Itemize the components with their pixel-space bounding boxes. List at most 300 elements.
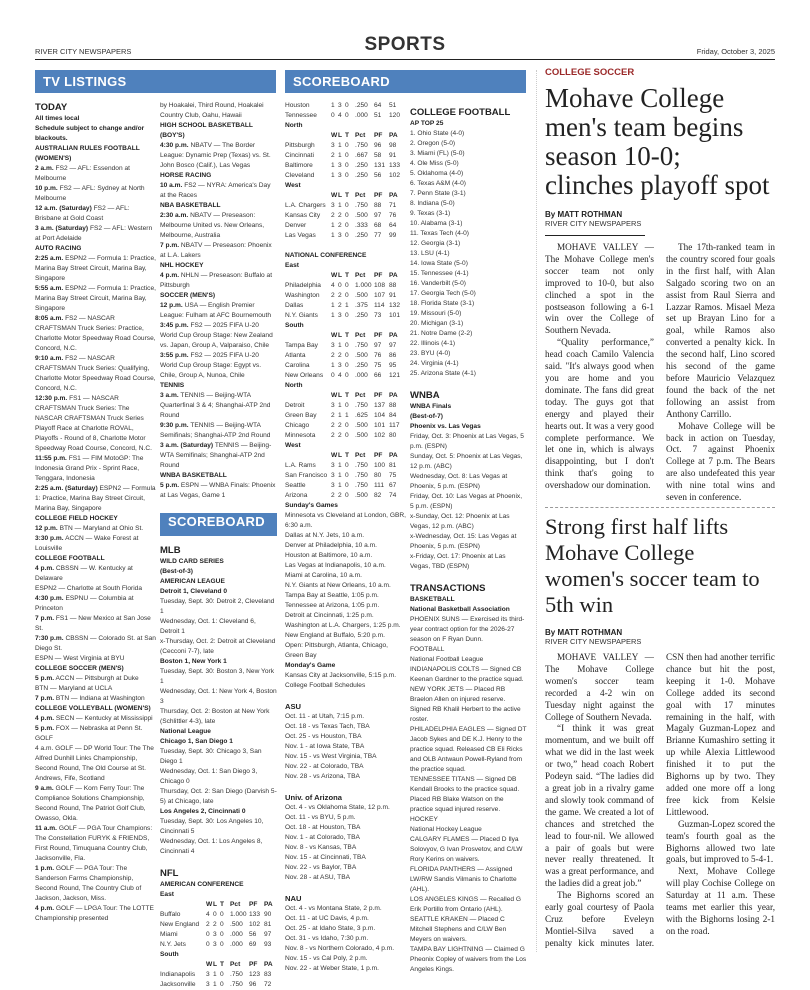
stat-value: 1 [338,202,342,209]
subheading: (Best-of-3) [160,568,193,575]
stat-value: 2 [338,422,342,429]
listing-line: 4 a.m. GOLF — DP World Tour: The The Alfred Dunhill Links Championship, Second Round, The Old Course at St. Andrews, Fife, Scotland [35,745,154,782]
broadcast-time: 10 p.m. [35,185,58,192]
broadcast-time: 2:25 a.m. (Saturday) [35,485,98,492]
listing-line: PHOENIX SUNS — Exercised its third-year contract option for the 2026-27 season on F Ryan Dunn. [410,616,525,643]
column-header: W [331,272,338,279]
team-name: Minnesota [285,432,316,439]
stat-value: 0 [220,981,224,988]
tv-listing-entry [160,141,277,171]
stat-value: 2 [331,152,335,159]
stat-value: 64 [374,102,382,109]
broadcast-time: 9:30 p.m. [160,422,189,429]
broadcast-details: FS2 — AFL: Brisbane at Gold Coast [35,205,130,222]
stat-value: 0 [345,472,349,479]
column-header: Pct [355,452,366,459]
scoreboard-column-1 [285,101,406,974]
stat-value: 0 [331,112,335,119]
listing-line: Tuesday, Sept. 30: Los Angeles 10, Cincinnati 5 [160,818,264,835]
stat-value: 66 [374,372,382,379]
standings-header [285,391,406,401]
tv-listing-entry [35,534,156,554]
standings-row [285,431,406,441]
stat-value: 2 [331,492,335,499]
listing-line: 23. BYU (4-0) [410,350,451,357]
listing-line: Oct. 11 - at UC Davis, 4 p.m. [285,915,369,922]
tv-listing-entry [35,904,156,924]
stat-value: 2 [338,432,342,439]
listing-line: Oct. 11 - vs BYU, 5 p.m. [285,814,356,821]
column-header [285,331,331,341]
stat-value: .250 [355,102,368,109]
broadcast-details: NBATV — Preseason: Melbourne United vs. New Orleans, Melbourne, Australia [160,212,265,239]
stat-value: 2 [331,292,335,299]
broadcast-time: 3 a.m. (Saturday) [35,225,89,232]
stat-value: 1 [338,152,342,159]
stat-value: 88 [374,202,382,209]
listing-line: 3. Miami (FL) (5-0) [410,150,465,157]
column-header: W [206,961,213,968]
article-divider [545,507,775,508]
column-header: L [338,392,343,399]
section-heading: TODAY [35,102,68,113]
stat-value: .667 [355,152,368,159]
subheading: NHL HOCKEY [160,262,204,269]
tv-listing-entry [35,864,156,904]
column-header: PA [389,332,398,339]
broadcast-time: 2:30 a.m. [160,212,189,219]
subheading: AP TOP 25 [410,120,444,127]
stat-value: .250 [355,172,368,179]
stat-value: 81 [389,462,397,469]
stat-value: 1 [338,472,342,479]
broadcast-details: FS2 — 2025 FIFA U-20 World Cup Group Stage: Egypt vs. Chile, Group A, Nunoa, Chile [160,352,262,379]
stat-value: 1 [331,222,335,229]
tv-listing-entry [160,321,277,351]
stat-value: 0 [345,232,349,239]
column-header: T [345,392,350,399]
stat-value: .625 [355,412,368,419]
subheading: BASKETBALL [410,596,455,603]
listing-line: BTN — Maryland at UCLA [35,685,113,692]
stat-value: .500 [355,352,368,359]
listing-line: College Football Schedules [285,682,366,689]
tv-listing-entry [35,634,156,654]
subheading: Chicago 1, San Diego 1 [160,738,233,745]
team-name: Philadelphia [285,282,321,289]
column-header: L [338,452,343,459]
listing-line: Oct. 4 - vs Oklahoma State, 12 p.m. [285,804,390,811]
stat-value: 0 [345,292,349,299]
stat-value: 1 [345,302,349,309]
stat-value: 69 [249,941,257,948]
article-headline: Strong first half lifts Mohave College women's soccer team to 5th win [545,514,760,617]
section-heading: COLLEGE FOOTBALL [410,107,511,118]
stat-value: 83 [264,971,272,978]
listing-line: Friday, Oct. 10: Las Vegas at Phoenix, 5 p.m. (ESPN) [410,493,523,510]
listing-line: Dallas at N.Y. Jets, 10 a.m. [285,532,365,539]
column-header: L [338,132,343,139]
article-paragraph: The 17th-ranked team in the country scored four goals in the first half, with Alan Salgado scoring two on an assist from Raul Sierra and Lazzar Ramos. Misael Meza set up Brayan Lino for a goal, while Ramos also converted a penalty kick. In the second half, Lino scored his second of the game before Mauricio Velazquez found the back of the net following an assist from Anthony Carrillo. [666,242,775,419]
subheading: COLLEGE SOCCER (MEN'S) [35,665,124,672]
stat-value: 84 [389,412,397,419]
team-name: Cincinnati [285,152,314,159]
stat-value: 0 [345,422,349,429]
stat-value: 3 [338,102,342,109]
stat-value: .750 [355,202,368,209]
stat-value: 133 [249,911,261,918]
listing-line: 7. Penn State (3-1) [410,190,466,197]
column-header [285,191,331,201]
subheading: South [160,951,179,958]
listing-line: Tuesday, Sept. 30: Chicago 3, San Diego 1 [160,748,262,765]
article-paragraph: Next, Mohave College will play Cochise College on Saturday at 11 a.m. These teams met earlier this year, with the Bighorns losing 2-1 on the road. [666,866,775,936]
listing-line: LOS ANGELES KINGS — Recalled G Erik Portillo from Ontario (AHL). [410,896,522,913]
listing-line: Minnesota vs Cleveland at London, GBR, 6:30 a.m. [285,512,406,529]
listing-line: Nov. 8 - vs Kansas, TBA [285,844,357,851]
standings-header [160,900,277,910]
listing-line: 22. Illinois (4-1) [410,340,456,347]
broadcast-time: 3 a.m. (Saturday) [160,442,214,449]
listing-line: Oct. 25 - at Idaho State, 3 p.m. [285,925,376,932]
stat-value: .500 [355,292,368,299]
stat-value: 0 [338,282,342,289]
listing-line: TENNESSEE TITANS — Signed DB Kendall Brooks to the practice squad. Placed RB Blake Watson on the practice squad injured reserve. [410,776,520,813]
spacer [285,691,406,701]
stat-value: 2 [338,492,342,499]
listing-line: Nov. 1 - at Iowa State, TBA [285,743,365,750]
stat-value: 2 [331,212,335,219]
standings-row [285,141,406,151]
column-header: Pct [355,192,366,199]
listing-line: Nov. 8 - vs Northern Colorado, 4 p.m. [285,945,395,952]
broadcast-details: FS2 — 2025 FIFA U-20 World Cup Group Stage: New Zealand vs. Japan, Group A, Valparaiso, Chile [160,322,273,349]
standings-table [285,131,406,181]
stat-value: .750 [355,142,368,149]
broadcast-details: FOX — Nebraska at Penn St. [55,725,143,732]
standings-table [285,451,406,501]
broadcast-time: 12 p.m. [160,302,183,309]
standings-row [285,481,406,491]
stat-value: 77 [374,232,382,239]
team-name: Atlanta [285,352,306,359]
column-header [285,271,331,281]
broadcast-time: 7 p.m. [35,695,55,702]
stat-value: 2 [206,921,210,928]
team-name: Tennessee [285,112,317,119]
listing-line: 8. Indiana (5-0) [410,200,455,207]
subheading: Los Angeles 2, Cincinnati 0 [160,808,246,815]
stat-value: 3 [213,931,217,938]
subheading: West [285,442,301,449]
subheading: NATIONAL CONFERENCE [285,252,367,259]
team-name: New Orleans [285,372,324,379]
stat-value: 2 [338,292,342,299]
stat-value: 56 [374,172,382,179]
stat-value: 0 [220,971,224,978]
tv-listing-entry [35,284,156,314]
stat-value: 100 [374,462,386,469]
stat-value: 101 [374,422,386,429]
stat-value: 3 [331,472,335,479]
stat-value: 0 [220,931,224,938]
broadcast-details: ESPN — WNBA Finals: Phoenix at Las Vegas, Game 1 [160,482,276,499]
broadcast-time: 12 a.m. (Saturday) [35,205,92,212]
stat-value: 0 [331,372,335,379]
standings-row [285,111,406,121]
spacer [160,857,277,867]
stat-value: 4 [338,112,342,119]
stat-value: .250 [355,232,368,239]
broadcast-time: 9 a.m. [35,785,54,792]
stat-value: 75 [389,472,397,479]
broadcast-details: TENNIS — Beijing-WTA Semifinals; Shanghai-ATP 2nd Round [160,442,272,469]
stat-value: 4 [338,372,342,379]
spacer [410,572,527,582]
team-name: Detroit [285,402,305,409]
tv-listing-entry [160,301,277,321]
subheading: WNBA BASKETBALL [160,472,227,479]
tv-listing-entry [35,824,156,864]
listing-line: 16. Vanderbilt (5-0) [410,280,466,287]
standings-table [285,101,406,121]
standings-row [160,920,277,930]
subheading: AUSTRALIAN RULES FOOTBALL (WOMEN'S) [35,145,140,162]
subheading: WNBA Finals [410,403,452,410]
broadcast-time: 5 p.m. [35,725,55,732]
stat-value: 111 [374,482,385,489]
stat-value: 1.000 [230,911,247,918]
broadcast-time: 3:55 p.m. [160,352,189,359]
tv-listing-entry [35,224,156,244]
broadcast-time: 3 a.m. [160,392,179,399]
standings-row [285,351,406,361]
stat-value: 3 [331,402,335,409]
section-heading: TRANSACTIONS [410,583,486,594]
stat-value: .500 [355,492,368,499]
broadcast-details: FS1 — New Mexico at San Jose St. [35,615,151,632]
stat-value: .500 [355,212,368,219]
standings-table [285,391,406,441]
team-name: Cleveland [285,172,315,179]
tv-listings-banner: TV LISTINGS [35,70,276,93]
stat-value: 67 [389,482,397,489]
subheading: NBA BASKETBALL [160,202,221,209]
standings-table [160,900,277,950]
listing-line: by Hoakalei, Third Round, Hoakalei Country Club, Oahu, Hawaii [160,102,264,119]
stat-value: 4 [206,911,210,918]
stat-value: 74 [389,492,397,499]
stat-value: 3 [338,232,342,239]
stat-value: 0 [345,172,349,179]
column-header: W [331,332,338,339]
broadcast-time: 5:55 a.m. [35,285,64,292]
tv-listing-entry [160,211,277,241]
stat-value: 97 [389,342,397,349]
listing-line: Kansas City at Jacksonville, 5:15 p.m. [285,672,397,679]
team-name: Baltimore [285,162,313,169]
standings-row [285,491,406,501]
stat-value: 0 [345,142,349,149]
column-header: W [331,132,338,139]
team-name: San Francisco [285,472,328,479]
stat-value: 1 [338,342,342,349]
team-heading: Univ. of Arizona [285,793,342,802]
listing-line: 17. Georgia Tech (5-0) [410,290,476,297]
standings-row [285,231,406,241]
stat-value: 0 [220,941,224,948]
broadcast-details: TENNIS — Beijing-WTA Quarterfinal 3 & 4; Shanghai-ATP 2nd Round [160,392,271,419]
tv-listing-entry [160,181,277,201]
stat-value: .750 [355,462,368,469]
stat-value: 1.000 [355,282,372,289]
stat-value: 0 [345,372,349,379]
scoreboard-banner: SCOREBOARD [285,70,526,93]
stat-value: .500 [230,921,243,928]
standings-row [285,291,406,301]
stat-value: 82 [374,492,382,499]
stat-value: 97 [374,212,382,219]
stat-value: 120 [389,112,401,119]
stat-value: 88 [389,402,397,409]
stat-value: 2 [331,352,335,359]
stat-value: 0 [345,342,349,349]
stat-value: .750 [230,971,243,978]
spacer [285,241,406,251]
listing-line: Nov. 28 - at ASU, TBA [285,874,350,881]
listing-line: 13. LSU (4-1) [410,250,450,257]
team-name: L.A. Rams [285,462,316,469]
subheading: Detroit 1, Cleveland 0 [160,588,228,595]
subheading: TENNIS [160,382,185,389]
broadcast-details: GOLF — Korn Ferry Tour: The Compliance Solutions Championship, Second Round, The Patriot Golf Club, Owasso, Okla. [35,785,146,822]
listing-line: NEW YORK JETS — Placed RB Braelon Allen on injured reserve. Signed RB Khalil Herbert to the active roster. [410,686,521,723]
stat-value: 133 [389,162,401,169]
column-header: T [345,452,350,459]
stat-value: 1 [331,232,335,239]
stat-value: 1 [345,412,349,419]
tv-listing-entry [35,784,156,824]
tv-listing-entry [35,714,156,724]
broadcast-details: NHLN — Preseason: Buffalo at Pittsburgh [160,272,273,289]
stat-value: 0 [213,911,217,918]
standings-row [160,940,277,950]
listing-line: 11. Texas Tech (4-0) [410,230,470,237]
stat-value: 123 [249,971,261,978]
listing-line: Wednesday, Oct. 1: New York 4, Boston 3 [160,688,277,705]
stat-value: 3 [331,462,335,469]
stat-value: 0 [345,102,349,109]
listing-line: 15. Tennessee (4-1) [410,270,469,277]
stat-value: 0 [345,112,349,119]
tv-listing-entry [160,241,277,261]
subheading: North [285,382,303,389]
standings-row [285,401,406,411]
team-name: New England [160,921,200,928]
team-name: L.A. Chargers [285,202,326,209]
stat-value: .333 [355,222,368,229]
listing-line: 6. Texas A&M (4-0) [410,180,466,187]
article-kicker: COLLEGE SOCCER [545,67,635,78]
stat-value: 76 [374,352,382,359]
broadcast-time: 7:30 p.m. [35,635,64,642]
team-name: Carolina [285,362,310,369]
broadcast-time: 4:30 p.m. [160,142,189,149]
listing-line: x-Wednesday, Oct. 15: Las Vegas at Phoenix, 5 p.m. (ESPN) [410,533,517,550]
stat-value: 4 [331,282,335,289]
broadcast-details: CBSSN — Colorado St. at San Diego St. [35,635,156,652]
listing-line: 21. Notre Dame (2-2) [410,330,473,337]
team-name: Denver [285,222,307,229]
stat-value: .500 [355,422,368,429]
column-header: T [345,272,350,279]
subheading: AMERICAN CONFERENCE [160,881,244,888]
listing-line: 10. Alabama (3-1) [410,220,463,227]
broadcast-details: FS2 — NASCAR CRAFTSMAN Truck Series: Practice, Charlotte Motor Speedway Road Course, Concord, N.C. [35,315,156,352]
column-header: Pct [230,961,241,968]
stat-value: 1 [331,362,335,369]
standings-table [285,271,406,321]
team-name: Dallas [285,302,304,309]
column-header [160,900,206,910]
stat-value: .750 [355,402,368,409]
stat-value: 73 [374,312,382,319]
column-header: W [331,452,338,459]
standings-header [285,191,406,201]
broadcast-details: ACCN — Pittsburgh at Duke [55,675,139,682]
broadcast-time: 5 p.m. [35,675,55,682]
stat-value: 0 [345,202,349,209]
listing-line: GOLF [35,735,53,742]
listing-line: Nov. 15 - at Cincinnati, TBA [285,854,366,861]
article-paragraph: The Bighorns scored an early goal courtesy of Paola Cruz before Eveleyn Montiel-Silva saved a penalty kick minutes later. CSN then had another terrific chance but hit the post, keeping it 1-0. Mohave College added its second goal with 17 minutes remaining in the half, with Magaly Guzman-Lopez and Brianne Kumashiro setting it up while Alexia Littlewood finished it to put the Bighorns up by two. They added one more off a long free kick from Kelsie Littlewood. [545,652,775,948]
stat-value: .250 [355,162,368,169]
stat-value: 0 [206,941,210,948]
stat-value: .000 [355,372,368,379]
listing-line: Wednesday, Oct. 1: San Diego 3, Chicago 0 [160,768,258,785]
tv-listing-entry [160,391,277,421]
standings-row [285,411,406,421]
column-header: Pct [355,332,366,339]
listing-line: Thursday, Oct. 2: Boston at New York (Schlittler 4-3), late [160,708,270,725]
team-heading: ASU [285,702,302,711]
stat-value: 0 [206,931,210,938]
stat-value: 102 [249,921,261,928]
stat-value: 0 [345,352,349,359]
listing-line: Washington at L.A. Chargers, 1:25 p.m. [285,622,401,629]
listing-line: ESPN — West Virginia at BYU [35,655,125,662]
stat-value: 98 [389,142,397,149]
broadcast-details: FS1 — NASCAR CRAFTSMAN Truck Series: The NASCAR CRAFTSMAN Truck Series Playoff Race at Charlotte ROVAL, Playoffs - Round of 8, Charlotte Motor Speedway Road Course, Concord, N.C. [35,395,152,452]
column-header: L [213,901,218,908]
tv-listing-entry [35,674,156,684]
subheading: All times local [35,115,80,122]
stat-value: 3 [338,362,342,369]
tv-listing-entry [35,164,156,184]
listing-line: Nov. 1 - at Colorado, TBA [285,834,360,841]
section-heading: NFL [160,868,179,879]
column-header: Pct [355,392,366,399]
article-womens-soccer [545,514,775,950]
listing-line: ESPN2 — Charlotte at South Florida [35,585,143,592]
article-byline: By MATT ROTHMAN [545,210,623,219]
stat-value: 137 [374,402,386,409]
subheading: Sunday's Games [285,502,338,509]
broadcast-time: 2 a.m. [35,165,54,172]
stat-value: 3 [338,312,342,319]
team-name: Washington [285,292,320,299]
broadcast-details: ESPN2 — Formula 1: Practice, Marina Bay Street Circuit, Marina Bay, Singapore [35,255,156,282]
